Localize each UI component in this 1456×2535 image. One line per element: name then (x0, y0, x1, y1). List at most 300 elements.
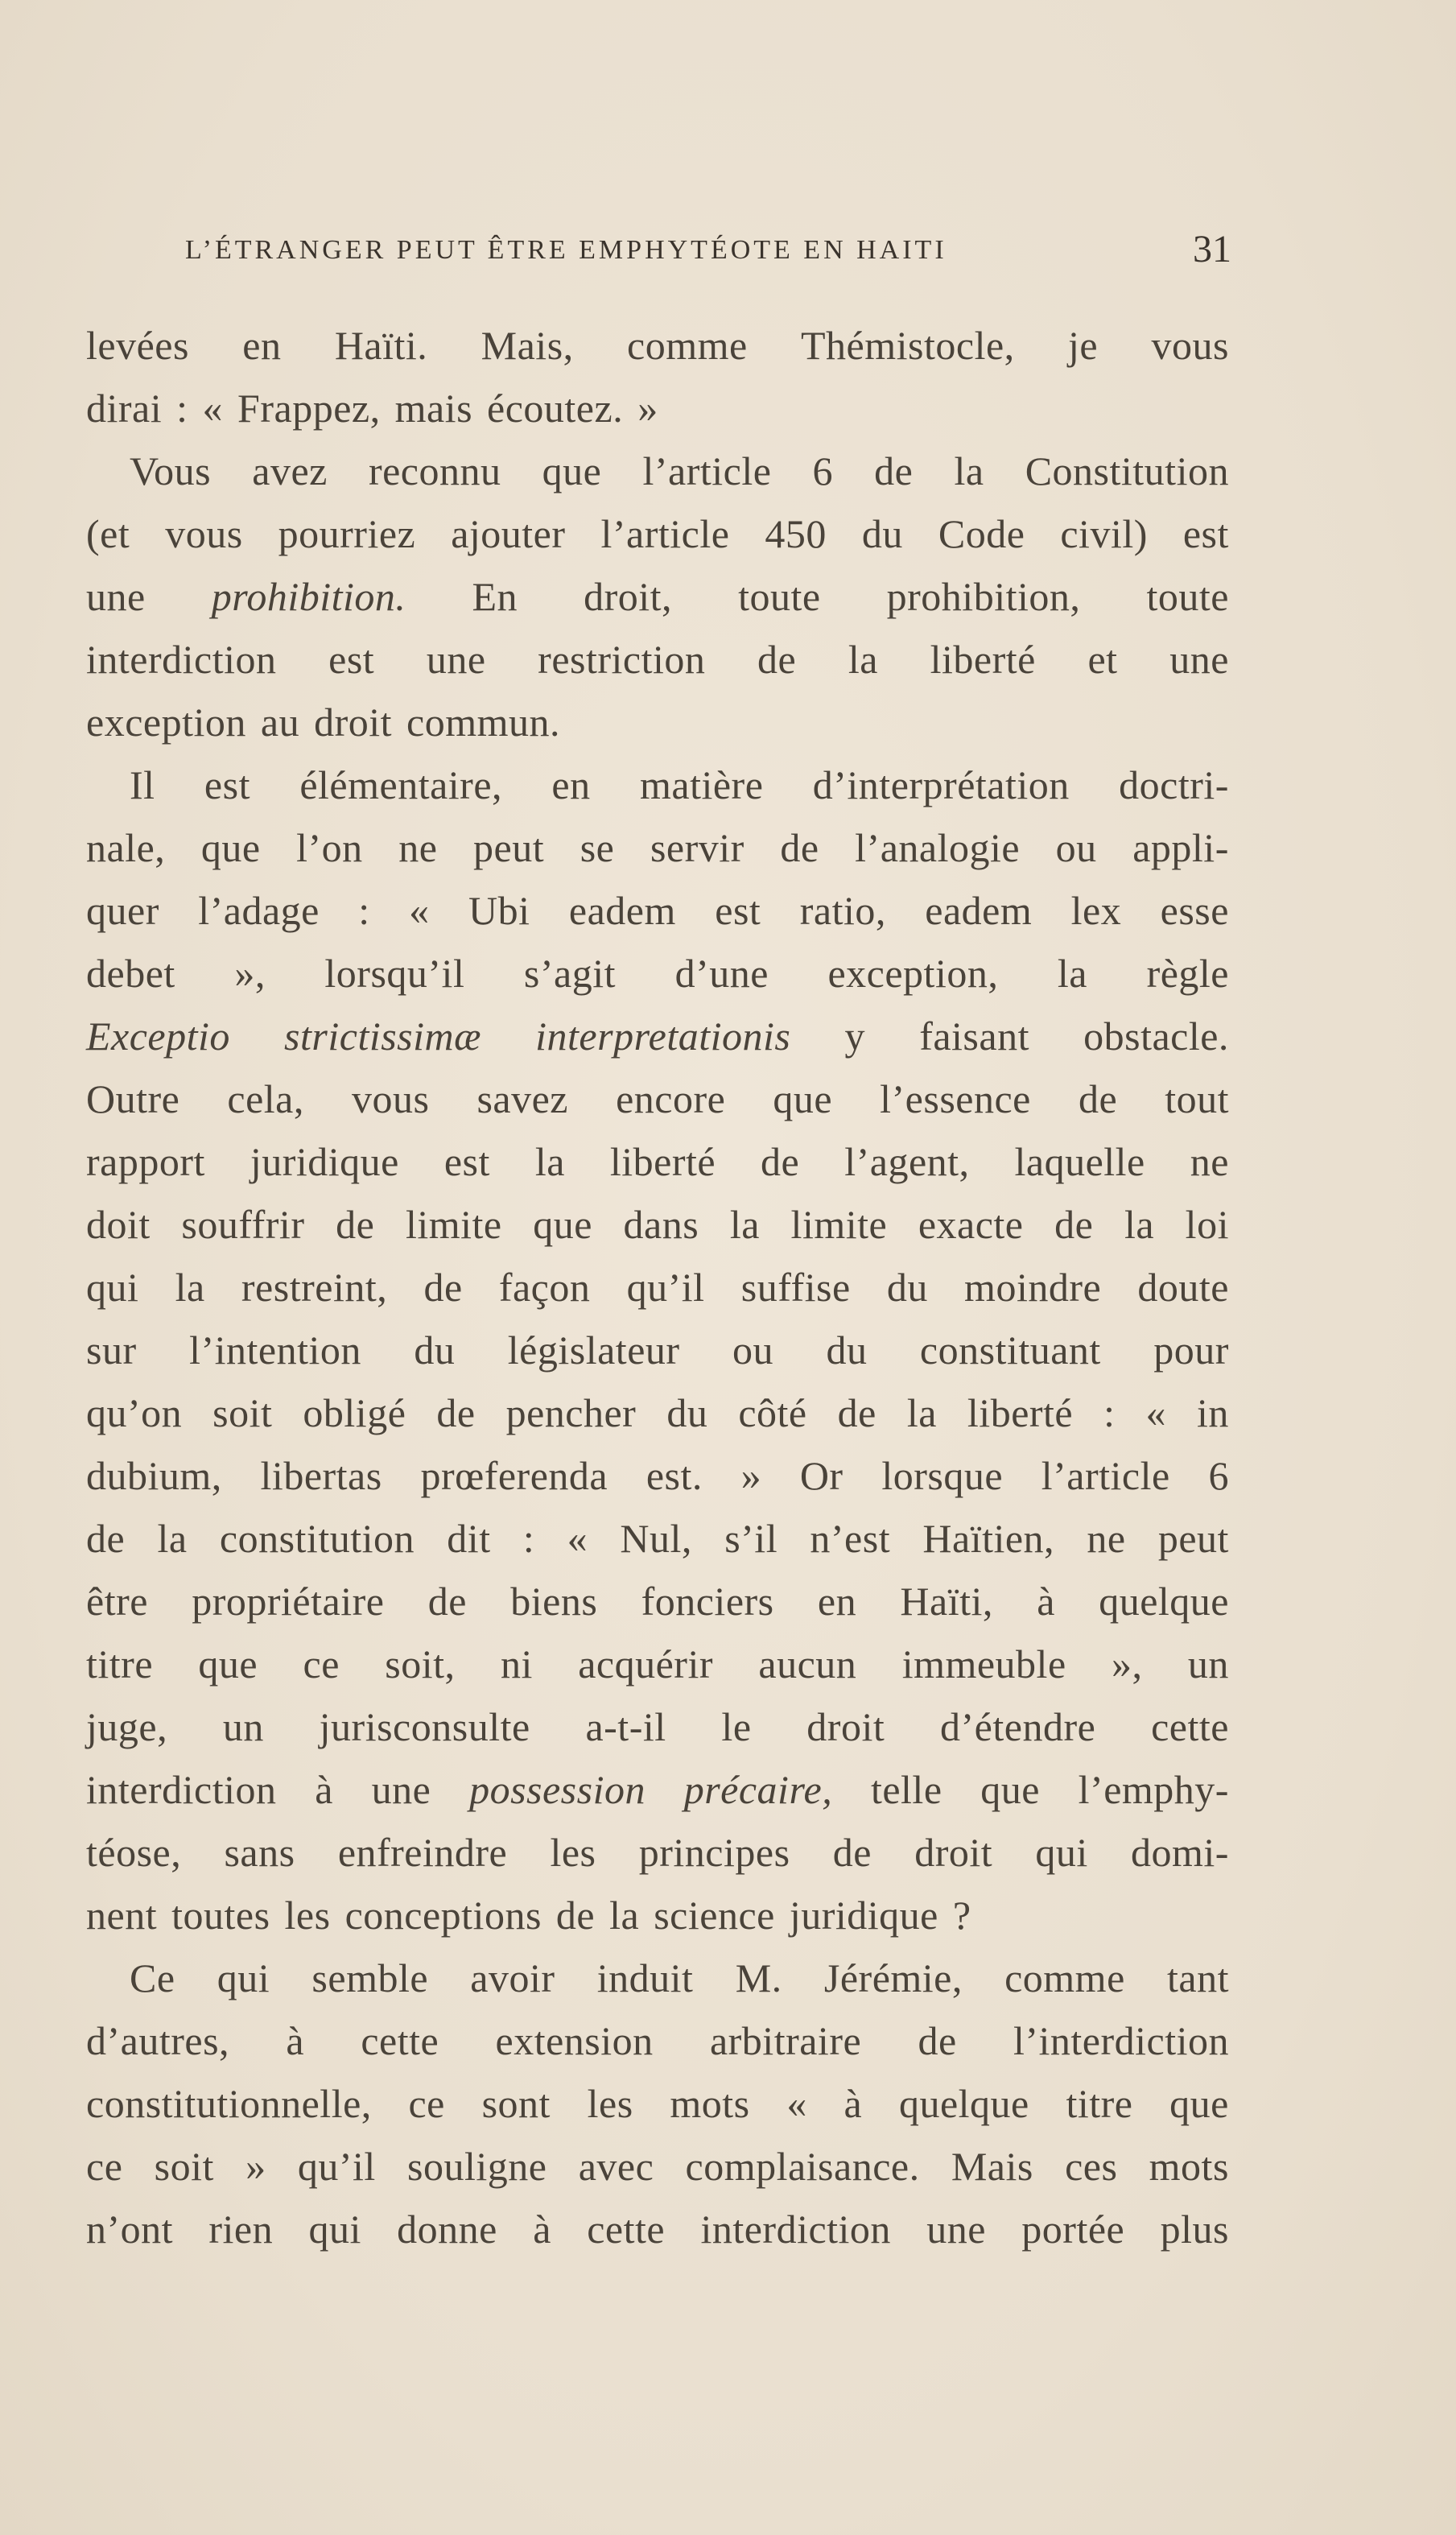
word: Or (799, 1453, 843, 1498)
word: cette (587, 2207, 666, 2252)
word: que (980, 1767, 1040, 1812)
word: de (1054, 1202, 1094, 1247)
word: de (423, 1265, 463, 1310)
word: qu’il (626, 1265, 705, 1310)
word: libertas (260, 1453, 382, 1498)
word: est (1182, 511, 1229, 556)
word: domi- (1131, 1830, 1229, 1875)
word: servir (650, 825, 744, 870)
word: dubium, (86, 1453, 222, 1498)
word: avec (578, 2144, 654, 2189)
text-line (86, 1381, 1229, 1444)
text-line (86, 942, 1229, 1005)
word: Nul, (620, 1516, 692, 1561)
word: législateur (507, 1327, 680, 1373)
word: ce (408, 2081, 445, 2126)
word: suffise (740, 1265, 851, 1310)
word: in (1197, 1390, 1229, 1435)
word: rapport (86, 1139, 205, 1184)
word: Haïtien, (922, 1516, 1055, 1561)
word: s’il (724, 1516, 778, 1561)
word: vous (1151, 323, 1229, 368)
word: du (414, 1327, 456, 1373)
word: ou (732, 1327, 773, 1373)
word: l’intention (189, 1327, 361, 1373)
word: sont (481, 2081, 551, 2126)
word: ? (952, 1893, 971, 1938)
word: laquelle (1014, 1139, 1145, 1184)
word: telle (870, 1767, 942, 1812)
word: souligne (407, 2144, 547, 2189)
word: vous (165, 511, 243, 556)
word: » (245, 2144, 266, 2189)
word: cette (361, 2018, 439, 2063)
text-line (86, 1633, 1229, 1695)
word: arbitraire (709, 2018, 862, 2063)
word: restriction (538, 637, 706, 682)
word: est (443, 1139, 490, 1184)
word: avoir (470, 1955, 555, 2000)
word: complaisance. (685, 2144, 920, 2189)
word: exacte (918, 1202, 1024, 1247)
word: que (533, 1202, 592, 1247)
word: l’analogie (855, 825, 1021, 870)
word: soit (212, 1390, 273, 1435)
word: eadem (925, 888, 1033, 933)
word: quer (86, 888, 159, 933)
word: nale, (86, 825, 166, 870)
word: Thémistocle, (801, 323, 1015, 368)
word: doctri- (1119, 762, 1229, 807)
text-line (86, 377, 1229, 440)
word: dirai (86, 386, 163, 431)
word: mots (1149, 2144, 1229, 2189)
word: quelque (1099, 1579, 1229, 1624)
word: Exceptio (86, 1014, 230, 1059)
word: toutes (171, 1893, 270, 1938)
word: qui (217, 1955, 270, 2000)
text-line (86, 2009, 1229, 2072)
word: sur (86, 1327, 137, 1373)
word: côté (738, 1390, 807, 1435)
word: interdiction (86, 637, 277, 682)
word: de (86, 1516, 126, 1561)
word: reconnu (368, 448, 501, 493)
word: conceptions (344, 1893, 542, 1938)
word: esse (1160, 888, 1229, 933)
word: restreint, (241, 1265, 388, 1310)
word: d’interprétation (812, 762, 1070, 807)
word: de (757, 637, 797, 682)
text-line (86, 691, 1229, 753)
word: lorsque (881, 1453, 1004, 1498)
word: Outre (86, 1076, 180, 1121)
word: d’étendre (940, 1704, 1096, 1749)
word: l’agent, (844, 1139, 970, 1184)
word: une (86, 574, 146, 619)
word: est (328, 637, 375, 682)
word: mais (394, 386, 473, 431)
word: peut (473, 825, 545, 870)
word: et (1087, 637, 1118, 682)
word: l’emphy- (1078, 1767, 1229, 1812)
word: » (740, 1453, 762, 1498)
word: que (542, 448, 602, 493)
word: Ubi (468, 888, 530, 933)
text-line (86, 1067, 1229, 1130)
word: acquérir (578, 1641, 714, 1687)
word: », (234, 951, 266, 996)
word: ces (1065, 2144, 1118, 2189)
word: façon (498, 1265, 591, 1310)
word: de (1078, 1076, 1118, 1121)
word: Constitution (1025, 448, 1229, 493)
word: droit (914, 1830, 993, 1875)
word: matière (639, 762, 764, 807)
word: les (587, 2081, 633, 2126)
word: dit (447, 1516, 491, 1561)
word: (et (86, 511, 130, 556)
word: 450 (765, 511, 827, 556)
word: prohibition. (211, 574, 406, 619)
word: tant (1167, 1955, 1229, 2000)
word: est (715, 888, 761, 933)
word: y (844, 1014, 866, 1059)
word: « (409, 888, 430, 933)
word: plus (1160, 2207, 1229, 2252)
word: de (761, 1139, 800, 1184)
word: Mais, (481, 323, 574, 368)
word: quelque (898, 2081, 1029, 2126)
word: Jérémie, (823, 1955, 963, 2000)
word: interdiction (86, 1767, 277, 1812)
word: la (175, 1265, 205, 1310)
word: ne (1190, 1139, 1229, 1184)
word: « (202, 386, 224, 431)
word: debet (86, 951, 175, 996)
word: est. (646, 1453, 703, 1498)
word: règle (1146, 951, 1229, 996)
word: exception, (827, 951, 999, 996)
word: Il (130, 762, 155, 807)
text-line (86, 1758, 1229, 1821)
word: que (200, 825, 261, 870)
word: une (1169, 637, 1229, 682)
word: qu’on (86, 1390, 183, 1435)
word: cela, (227, 1076, 304, 1121)
word: comme (1004, 1955, 1125, 2000)
word: « (786, 2081, 807, 2126)
running-head (185, 227, 1231, 275)
word: science (654, 1893, 775, 1938)
word: précaire, (683, 1767, 833, 1812)
word: à (533, 2207, 551, 2252)
word: téose, (86, 1830, 182, 1875)
word: l’adage (198, 888, 320, 933)
word: une (371, 1767, 431, 1812)
word: juge, (86, 1704, 168, 1749)
word: que (773, 1076, 833, 1121)
word: 6 (1208, 1453, 1229, 1498)
word: » (637, 386, 658, 431)
word: du (666, 1390, 708, 1435)
word: qui (86, 1265, 139, 1310)
text-line (86, 502, 1229, 565)
word: pour (1153, 1327, 1229, 1373)
word: ratio, (799, 888, 886, 933)
word: de (436, 1390, 476, 1435)
word: toute (738, 574, 821, 619)
word: la (534, 1139, 565, 1184)
word: avez (252, 448, 328, 493)
running-title: L’ÉTRANGER PEUT ÊTRE EMPHYTÉOTE EN HAITI (185, 235, 947, 265)
word: la (157, 1516, 188, 1561)
word: propriétaire (192, 1579, 385, 1624)
word: « (567, 1516, 588, 1561)
text-line (86, 1695, 1229, 1758)
word: savez (476, 1076, 569, 1121)
word: se (580, 825, 615, 870)
word: principes (638, 1830, 790, 1875)
word: immeuble (901, 1641, 1066, 1687)
text-line (86, 816, 1229, 879)
word: en (242, 323, 282, 368)
word: tout (1165, 1076, 1229, 1121)
word: liberté (930, 637, 1036, 682)
word: rien (208, 2207, 274, 2252)
word: droit (314, 700, 393, 745)
word: l’interdiction (1013, 2018, 1229, 2063)
word: interdiction (700, 2207, 891, 2252)
word: être (86, 1579, 148, 1624)
text-line (86, 1005, 1229, 1067)
text-line (86, 1507, 1229, 1570)
word: obligé (303, 1390, 406, 1435)
word: de (832, 1830, 872, 1875)
word: n’est (810, 1516, 891, 1561)
word: au (260, 700, 300, 745)
word: constituant (919, 1327, 1101, 1373)
word: l’on (296, 825, 363, 870)
word: loi (1185, 1202, 1229, 1247)
page-number: 31 (1193, 228, 1231, 270)
word: liberté (609, 1139, 716, 1184)
word: d’autres, (86, 2018, 230, 2063)
word: pourriez (278, 511, 416, 556)
text-line (86, 440, 1229, 502)
word: limite (790, 1202, 888, 1247)
word: un (1187, 1641, 1229, 1687)
word: « (1145, 1390, 1167, 1435)
word: exception (86, 700, 246, 745)
word: civil) (1060, 511, 1148, 556)
word: soit (154, 2144, 214, 2189)
text-line (86, 1444, 1229, 1507)
word: ce (86, 2144, 123, 2189)
word: : (1103, 1390, 1116, 1435)
word: aucun (758, 1641, 857, 1687)
word: fonciers (641, 1579, 774, 1624)
word: limite (405, 1202, 502, 1247)
word: en (817, 1579, 857, 1624)
word: constitutionnelle, (86, 2081, 372, 2126)
word: mots (670, 2081, 750, 2126)
word: à (1037, 1579, 1055, 1624)
word: Vous (130, 448, 212, 493)
word: interpretationis (535, 1014, 791, 1059)
word: possession (469, 1767, 646, 1812)
word: souffrir (181, 1202, 305, 1247)
word: du (886, 1265, 928, 1310)
word: d’une (674, 951, 769, 996)
word: appli- (1132, 825, 1229, 870)
word: biens (510, 1579, 598, 1624)
word: ajouter (451, 511, 566, 556)
word: pencher (505, 1390, 637, 1435)
word: s’agit (523, 951, 616, 996)
word: à (315, 1767, 333, 1812)
word: la (609, 1893, 640, 1938)
word: la (954, 448, 984, 493)
text-line (86, 2072, 1229, 2135)
word: : (522, 1516, 535, 1561)
text-line (86, 1319, 1229, 1381)
word: Frappez, (237, 386, 381, 431)
text-line (86, 2135, 1229, 2198)
word: de (427, 1579, 467, 1624)
word: soit, (385, 1641, 456, 1687)
word: la (848, 637, 878, 682)
word: portée (1021, 2207, 1125, 2252)
word: du (826, 1327, 868, 1373)
text-line (86, 565, 1229, 628)
text-line (86, 879, 1229, 942)
word: comme (627, 323, 748, 368)
word: Haïti, (900, 1579, 993, 1624)
word: de (780, 825, 819, 870)
word: à (286, 2018, 305, 2063)
word: », (1112, 1641, 1143, 1687)
word: je (1068, 323, 1099, 368)
word: la (1124, 1202, 1155, 1247)
word: faisant (919, 1014, 1029, 1059)
word: enfreindre (337, 1830, 508, 1875)
word: l’article (642, 448, 772, 493)
word: l’article (1041, 1453, 1170, 1498)
text-line (86, 1947, 1229, 2009)
word: jurisconsulte (319, 1704, 530, 1749)
word: vous (351, 1076, 430, 1121)
word: l’essence (880, 1076, 1031, 1121)
word: encore (616, 1076, 726, 1121)
word: Ce (130, 1955, 175, 2000)
word: les (284, 1893, 331, 1938)
word: ou (1055, 825, 1097, 870)
word: en (551, 762, 591, 807)
text-line (86, 2198, 1229, 2260)
word: la (1057, 951, 1087, 996)
word: de (918, 2018, 957, 2063)
word: moindre (964, 1265, 1102, 1310)
text-line (86, 314, 1229, 377)
word: Haïti. (334, 323, 428, 368)
word: ce (303, 1641, 340, 1687)
word: constitution (219, 1516, 415, 1561)
text-line (86, 1570, 1229, 1633)
body-text (86, 314, 1229, 2260)
word: dans (623, 1202, 699, 1247)
word: que (198, 1641, 258, 1687)
word: lex (1070, 888, 1122, 933)
word: juridique (789, 1893, 938, 1938)
word: induit (596, 1955, 694, 2000)
word: nent (86, 1893, 158, 1938)
word: prœferenda (420, 1453, 608, 1498)
word: à (843, 2081, 863, 2126)
word: est (204, 762, 250, 807)
word: peut (1157, 1516, 1229, 1561)
word: les (550, 1830, 596, 1875)
word: qui (308, 2207, 361, 2252)
text-line (86, 1193, 1229, 1256)
word: commun. (406, 700, 560, 745)
word: obstacle. (1083, 1014, 1229, 1059)
text-line (86, 753, 1229, 816)
word: n’ont (86, 2207, 174, 2252)
word: liberté (967, 1390, 1074, 1435)
text-line (86, 628, 1229, 691)
word: M. (735, 1955, 782, 2000)
word: strictissimæ (284, 1014, 481, 1059)
word: ne (398, 825, 438, 870)
word: prohibition, (886, 574, 1081, 619)
word: droit (806, 1704, 885, 1749)
word: doute (1137, 1265, 1229, 1310)
word: que (1169, 2081, 1229, 2126)
word: Code (938, 511, 1025, 556)
word: écoutez. (487, 386, 624, 431)
word: : (358, 888, 370, 933)
word: titre (86, 1641, 154, 1687)
word: le (721, 1704, 752, 1749)
word: la (729, 1202, 760, 1247)
word: levées (86, 323, 189, 368)
word: juridique (250, 1139, 399, 1184)
word: une (426, 637, 486, 682)
word: extension (495, 2018, 654, 2063)
word: de (874, 448, 914, 493)
word: En (472, 574, 518, 619)
word: élémentaire, (299, 762, 503, 807)
word: titre (1066, 2081, 1133, 2126)
word: ni (500, 1641, 533, 1687)
word: de (555, 1893, 596, 1938)
word: l’article (600, 511, 730, 556)
word: une (926, 2207, 986, 2252)
word: doit (86, 1202, 151, 1247)
word: 6 (812, 448, 834, 493)
word: toute (1146, 574, 1229, 619)
word: eadem (568, 888, 676, 933)
word: cette (1151, 1704, 1229, 1749)
word: : (176, 386, 188, 431)
word: sans (224, 1830, 295, 1875)
word: la (906, 1390, 937, 1435)
word: ne (1087, 1516, 1126, 1561)
text-line (86, 1884, 1229, 1947)
word: semble (311, 1955, 429, 2000)
word: donne (397, 2207, 497, 2252)
